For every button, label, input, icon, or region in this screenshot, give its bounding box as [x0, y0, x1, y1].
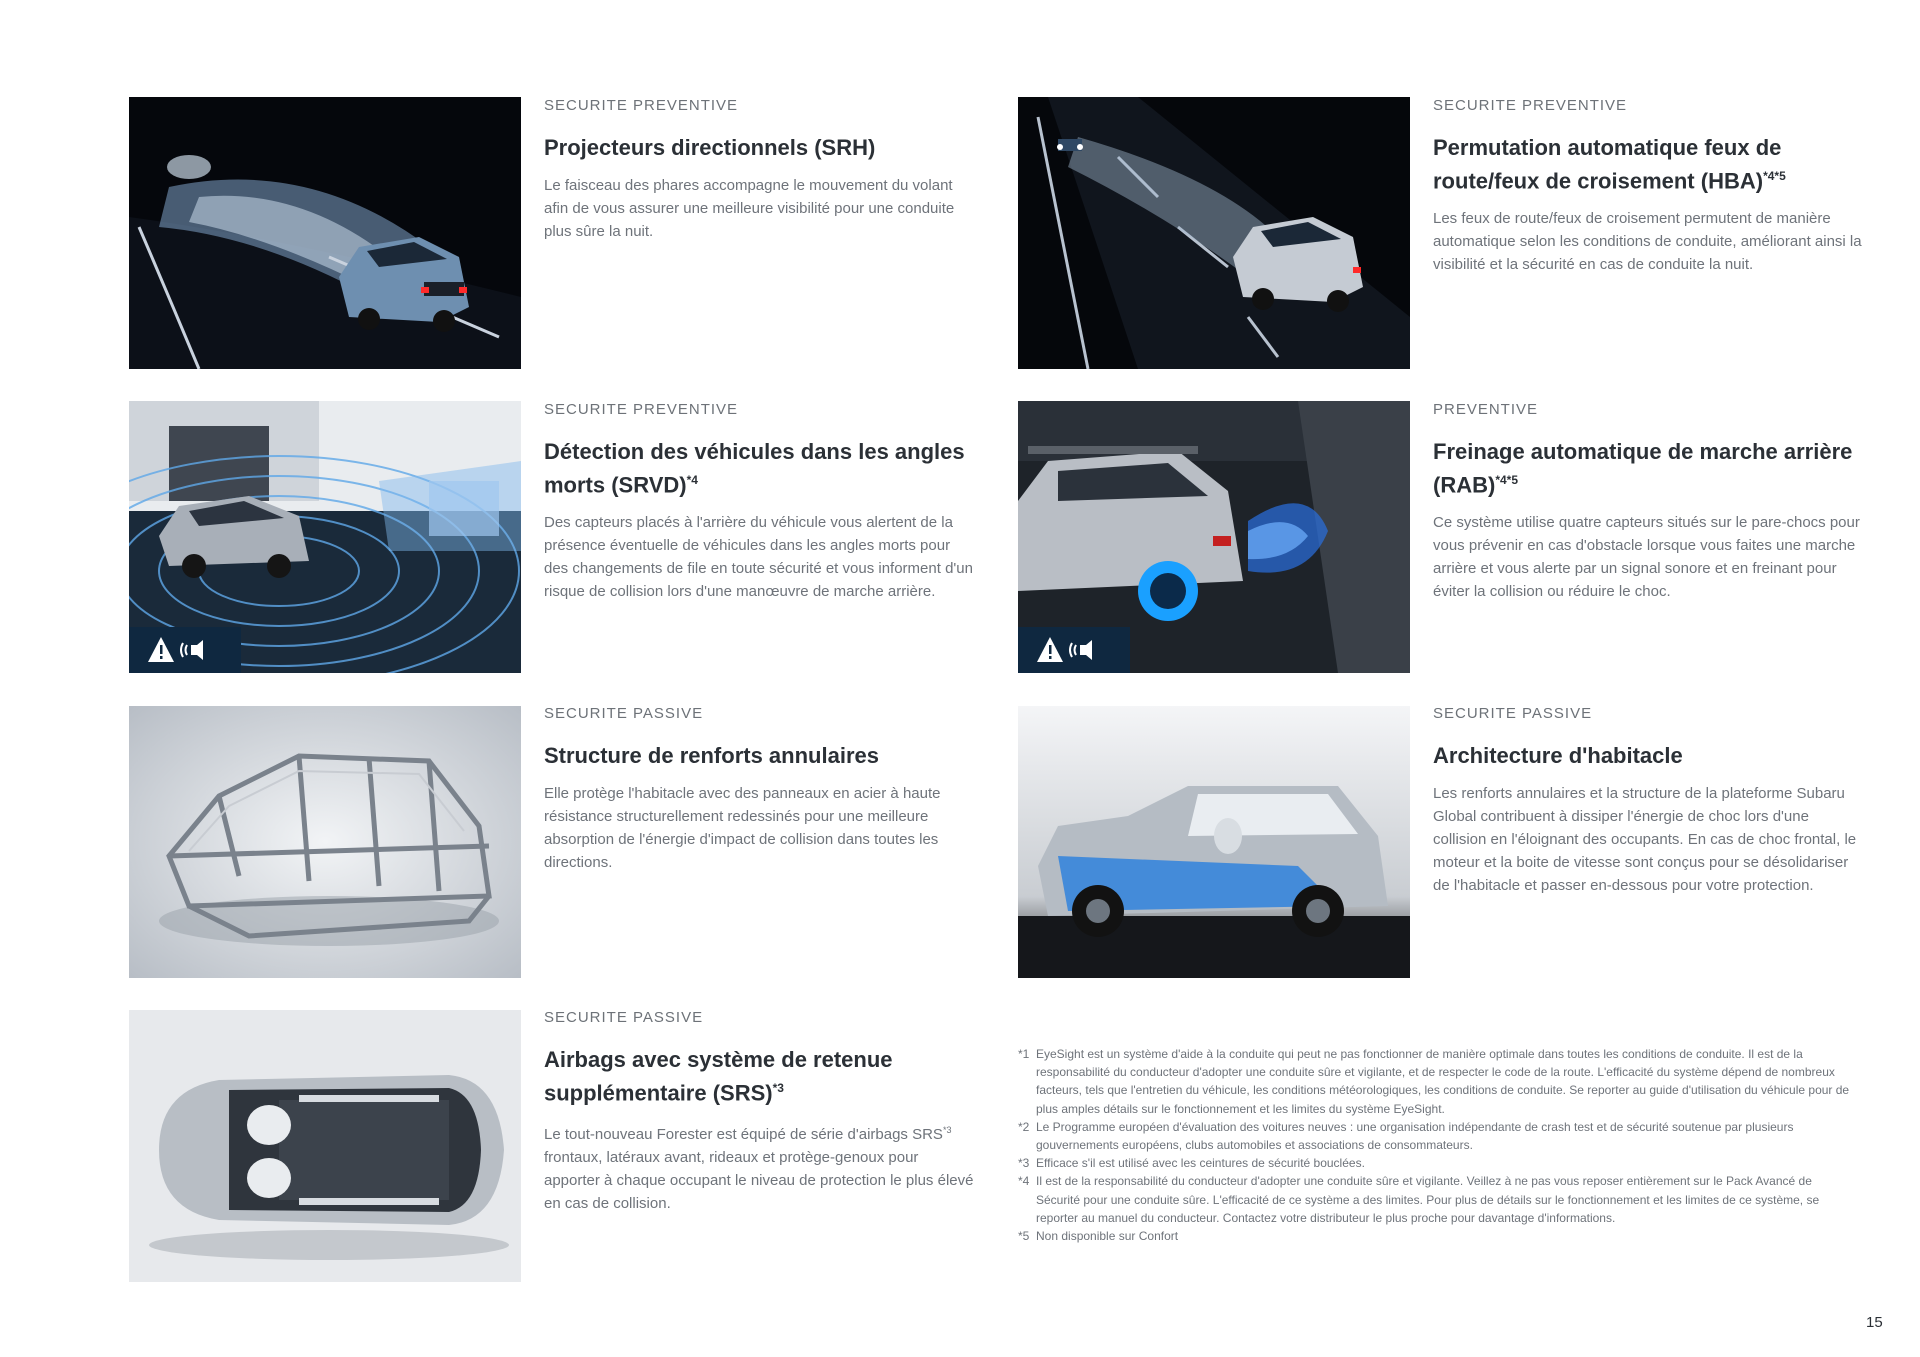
ring-structure-text-block: [544, 703, 974, 874]
srh-description: Le faisceau des phares accompagne le mouvement du volant afin de vous assurer une meilleure visibilité pour une conduite plus sûre la nuit.: [544, 177, 955, 240]
cabin-architecture-image: [1018, 706, 1410, 978]
warning-sound-icon: [1036, 635, 1106, 665]
srvd-category: SECURITE PREVENTIVE: [544, 401, 739, 418]
rab-reverse-braking-image: [1018, 401, 1410, 673]
page-number: 15: [1866, 1314, 1883, 1331]
airbags-topview-image: [129, 1010, 521, 1282]
airbags-description: Le tout-nouveau Forester est équipé de série d'airbags SRS$^{*3}$ frontaux, latéraux avant, rideaux et protège-genoux pour apporter à chaque occupant le niveau de protection le plus élevé en cas de collision.: [544, 1125, 974, 1213]
srvd-title: Détection des véhicules dans les angles morts (SRVD)$^{*4}$: [544, 439, 965, 498]
rab-title-footnote-ref: *4*5: [1495, 473, 1519, 487]
footnote-item: *1 EyeSight est un système d'aide à la conduite qui peut ne pas fonctionner de manière optimale dans toutes les conditions de conduite. Il est de la responsabilité du conducteur d'adopter une conduite sûre et vigilante, et de respecter le code de la route. L'efficacité du système dépend de nombreux facteurs, tels que l'entretien du véhicule, les conditions météorologiques, les conditions de conduite. Se reporter au guide d'utilisation du véhicule pour de plus amples détails sur le fonctionnement et les limites du système EyeSight.: [1018, 1047, 1850, 1116]
airbags-category: SECURITE PASSIVE: [544, 1009, 704, 1026]
footnote-item: *2 Le Programme européen d'évaluation des voitures neuves : une organisation indépendante de crash test et de sécurité soutenue par plusieurs gouvernements européens, clubs automobiles et associations de consommateurs.: [1018, 1119, 1794, 1153]
srh-text-block: [544, 95, 974, 243]
footnotes: [1018, 1045, 1858, 1245]
srh-title: Projecteurs directionnels (SRH): [544, 135, 876, 160]
ring-structure-category: SECURITE PASSIVE: [544, 705, 704, 722]
cabin-architecture-text-block: [1433, 703, 1863, 897]
hba-title-footnote-ref: *4*5: [1763, 169, 1786, 183]
rab-alert-badge: [1018, 627, 1130, 673]
srvd-blind-spot-image: [129, 401, 521, 673]
srvd-alert-badge: [129, 627, 241, 673]
footnote-item: *3 Efficace s'il est utilisé avec les ceintures de sécurité bouclées.: [1018, 1156, 1365, 1171]
hba-night-road-image: [1018, 97, 1410, 369]
cabin-architecture-description: Les renforts annulaires et la structure de la plateforme Subaru Global contribuent à dissiper l'énergie de choc lors d'une collision en l'éloignant des occupants. En cas de choc frontal, le moteur et la boite de vitesse sont conçus pour se désolidariser de l'habitacle et passer en-dessous pour votre protection.: [1433, 785, 1857, 894]
srh-category: SECURITE PREVENTIVE: [544, 97, 739, 114]
cabin-architecture-category: SECURITE PASSIVE: [1433, 705, 1593, 722]
cabin-architecture-title: Architecture d'habitacle: [1433, 743, 1683, 768]
ring-structure-frame-image: [129, 706, 521, 978]
hba-description: Les feux de route/feux de croisement permutent de manière automatique selon les conditions de conduite, améliorant ainsi la visibilité et la sécurité en cas de conduite la nuit.: [1433, 210, 1862, 274]
rab-category: PREVENTIVE: [1433, 401, 1539, 418]
airbags-title: Airbags avec système de retenue supplémentaire (SRS)$^{*3}$: [544, 1047, 893, 1106]
warning-sound-icon: [147, 635, 217, 665]
airbags-text-block: [544, 1007, 974, 1215]
hba-title: Permutation automatique feux de route/feux de croisement (HBA)$^{*4*5}$: [1433, 135, 1786, 194]
srvd-text-block: [544, 399, 974, 603]
srvd-title-footnote-ref: *4: [686, 473, 698, 487]
footnote-item: *4 Il est de la responsabilité du conducteur d'adopter une conduite sûre et vigilante. Veillez à ne pas vous reposer entièrement sur le Pack Avancé de Sécurité pour une conduite sûre. L'efficacité de ce système a des limites. Pour plus de détails sur le fonctionnement et les limites de ce système, se reporter au manuel du conducteur. Contactez votre distributeur le plus proche pour davantage d'informations.: [1018, 1174, 1820, 1225]
rab-title: Freinage automatique de marche arrière (RAB)$^{*4*5}$: [1433, 439, 1853, 498]
ring-structure-description: Elle protège l'habitacle avec des panneaux en acier à haute résistance structurellement redessinés pour une meilleure absorption de l'énergie d'impact de collision dans toutes les directions.: [544, 785, 941, 871]
srh-night-headlights-image: [129, 97, 521, 369]
rab-description: Ce système utilise quatre capteurs situés sur le pare-chocs pour vous prévenir en cas d'obstacle lorsque vous faites une marche arrière et vous alerte par un signal sonore et en freinant pour éviter la collision ou réduire le choc.: [1433, 514, 1860, 601]
footnote-item: *5 Non disponible sur Confort: [1018, 1229, 1179, 1244]
rab-text-block: [1433, 399, 1863, 603]
airbags-title-footnote-ref: *3: [772, 1081, 784, 1095]
srvd-description: Des capteurs placés à l'arrière du véhicule vous alertent de la présence éventuelle de véhicules dans les angles morts pour des changements de file en toute sécurité et vous informent d'un risque de collision lors d'une manœuvre de marche arrière.: [544, 514, 973, 601]
hba-text-block: [1433, 95, 1863, 276]
ring-structure-title: Structure de renforts annulaires: [544, 743, 879, 768]
hba-category: SECURITE PREVENTIVE: [1433, 97, 1628, 114]
